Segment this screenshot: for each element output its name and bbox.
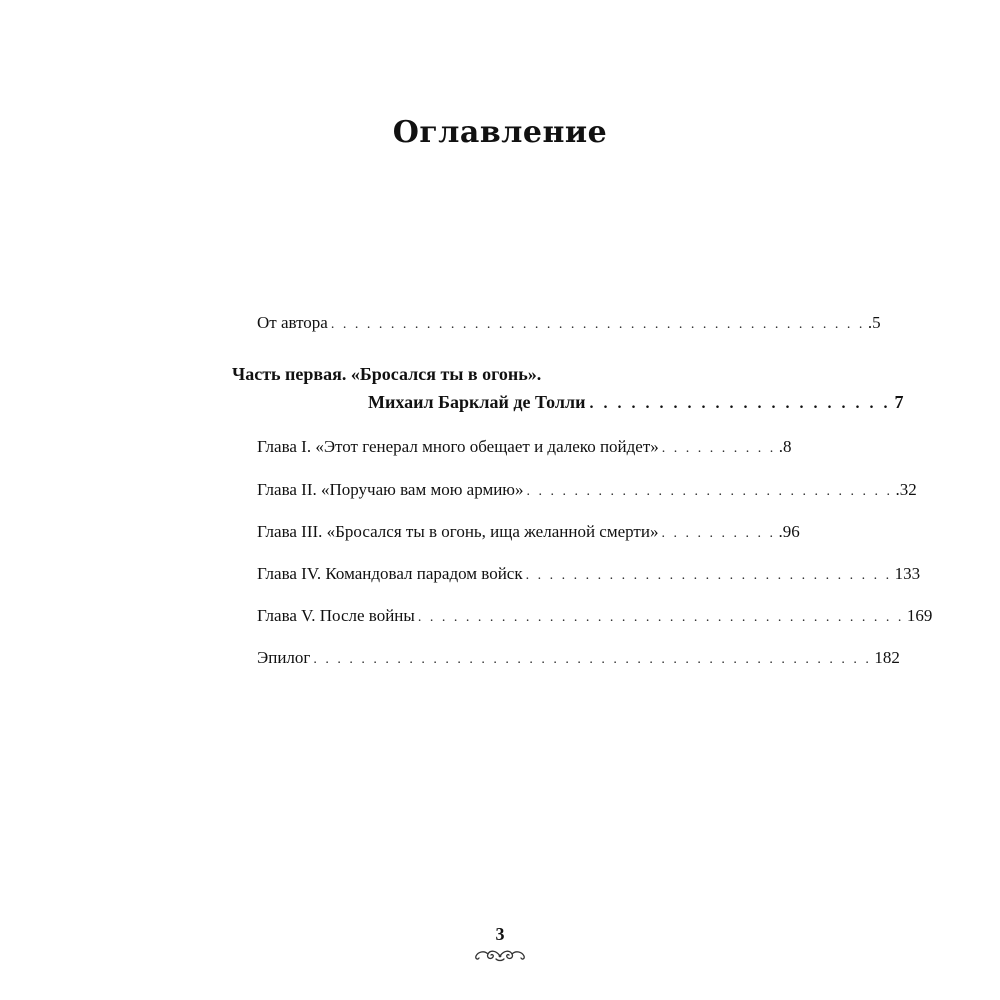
toc-page-number: .5 <box>867 313 881 332</box>
part-title-line1: Часть первая. «Бросался ты в огонь». <box>232 364 542 384</box>
toc-page-number: .32 <box>895 480 917 499</box>
toc-entry-chapter-2[interactable] <box>257 479 917 503</box>
toc-page-number: 169 <box>906 606 933 625</box>
page-title: Оглавление <box>392 115 608 150</box>
toc-page-number: 133 <box>894 564 921 583</box>
part-title-line2: Михаил Барклай де Толли <box>368 392 586 412</box>
toc-dot-leader: . . . . . . . . . . . . . . . . . . . . . . . . . . . . . . . . . . . . . . . . . <box>417 610 904 625</box>
toc-entry-label: Глава V. После войны <box>257 606 415 625</box>
toc-entry-label: Глава IV. Командовал парадом войск <box>257 564 523 583</box>
toc-dot-leader: . . . . . . . . . . . . . . . . . . . . . . . . . . . . . . . . . . . . . . . . . . . . . . . <box>313 652 872 667</box>
toc-entry-label: Глава II. «Поручаю вам мою армию» <box>257 480 524 499</box>
flourish-ornament-icon <box>470 948 530 964</box>
toc-entry-author-note[interactable] <box>257 312 881 336</box>
toc-dot-leader: . . . . . . . . . . . . . . . . . . . . . . <box>589 395 891 412</box>
toc-entry-label: Эпилог <box>257 648 311 667</box>
toc-entry-chapter-4[interactable] <box>257 563 921 587</box>
toc-dot-leader: . . . . . . . . . . . . . . . . . . . . . . . . . . . . . . . . . . . . . . . . . . . . . <box>330 317 865 332</box>
toc-entry-label: Глава III. «Бросался ты в огонь, ища желанной смерти» <box>257 522 659 541</box>
toc-dot-leader: . . . . . . . . . . . . . . . . . . . . . . . . . . . . . . . <box>526 484 893 499</box>
toc-page-number: 182 <box>874 648 900 667</box>
part-title-line2-row <box>232 388 904 418</box>
toc-dot-leader: . . . . . . . . . . . . . . . . . . . . . . . . . . . . . . . <box>525 568 892 583</box>
toc-dot-leader: . . . . . . . . . . <box>661 526 776 541</box>
toc-page-number: .96 <box>778 522 800 541</box>
toc-page-number: .8 <box>778 437 792 456</box>
toc-entry-label: Глава I. «Этот генерал много обещает и далеко пойдет» <box>257 437 659 456</box>
toc-entry-chapter-1[interactable] <box>257 436 792 460</box>
toc-dot-leader: . . . . . . . . . . <box>661 441 776 456</box>
toc-entry-label: От автора <box>257 313 328 332</box>
toc-entry-epilogue[interactable] <box>257 647 900 671</box>
toc-part-heading[interactable] <box>232 360 904 418</box>
toc-entry-chapter-3[interactable] <box>257 521 800 545</box>
toc-entry-chapter-5[interactable] <box>257 605 933 629</box>
page-number: 3 <box>495 924 505 944</box>
toc-page-number: 7 <box>894 392 904 412</box>
